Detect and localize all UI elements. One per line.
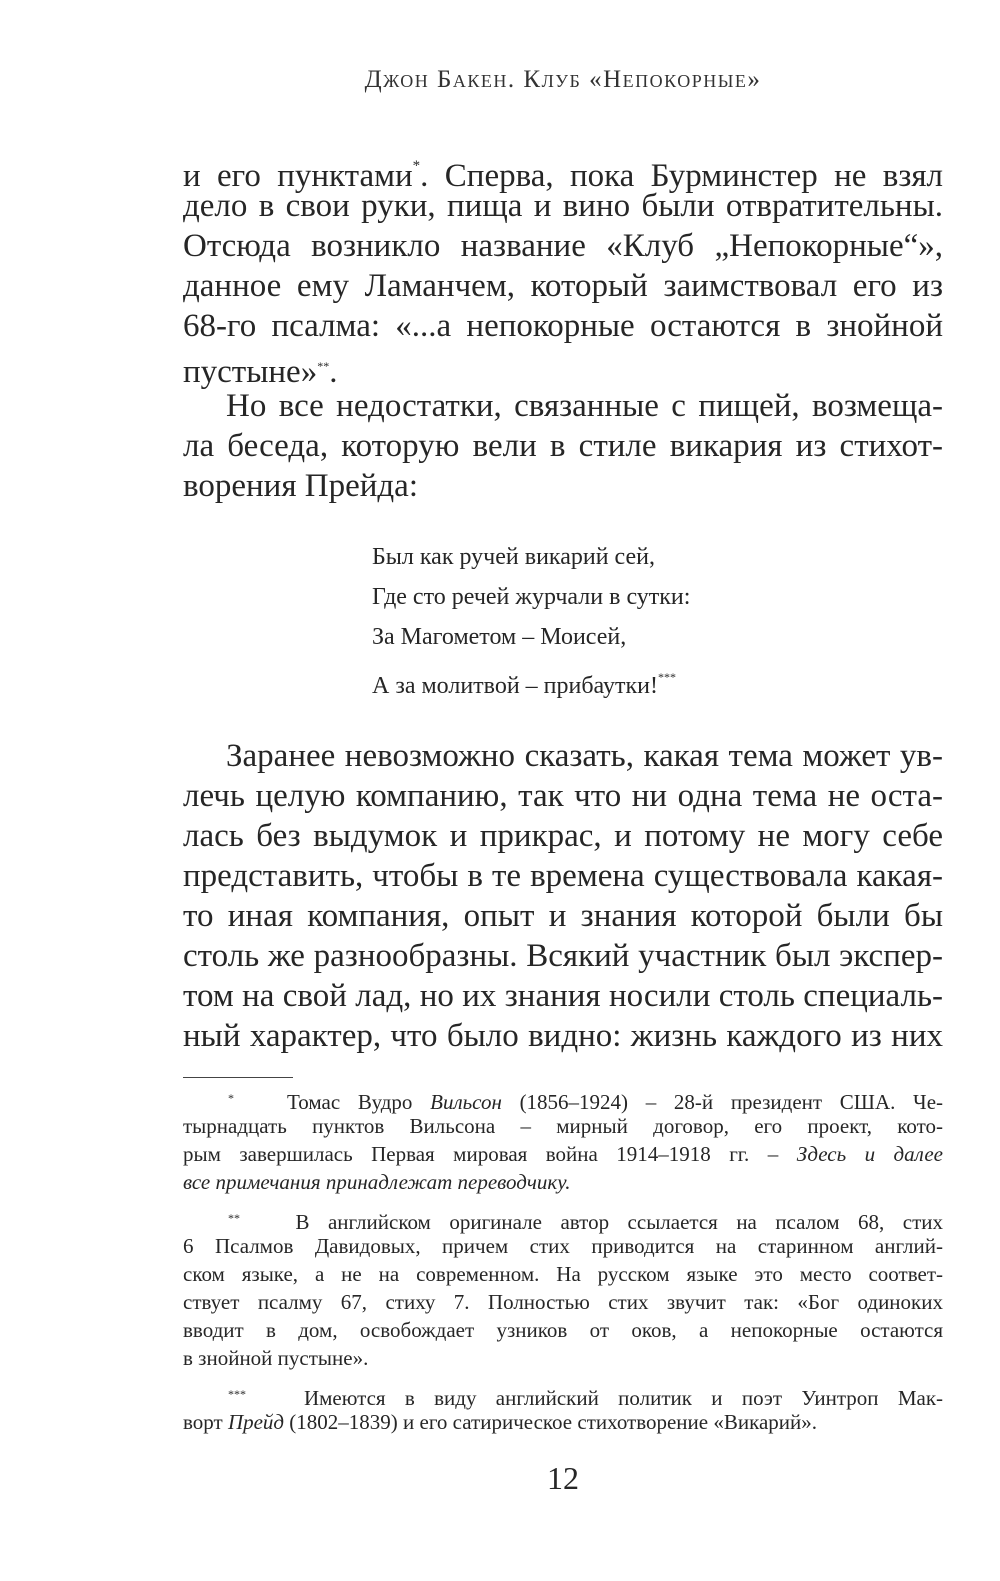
body-line: Но все недостатки, связанные с пищей, возмеща- xyxy=(226,388,943,424)
body-line: данное ему Ламанчем, который заимствовал его из xyxy=(183,268,943,304)
footnote-line: ** В английском оригинале автор ссылается на псалом 68, стих xyxy=(228,1210,943,1234)
footnote-line: ском языке, а не на современном. На русском языке это место соответ- xyxy=(183,1262,943,1286)
footnote-ref: *** xyxy=(657,670,676,684)
body-line: 68-го псалма: «...а непокорные остаются в знойной xyxy=(183,308,943,344)
footnote-mark: *** xyxy=(228,1387,246,1401)
poem-line: Где сто речей журчали в сутки: xyxy=(372,584,691,610)
footnote-mark: ** xyxy=(228,1211,240,1225)
footnote-ref: ** xyxy=(317,359,330,373)
body-line: то иная компания, опыт и знания которой были бы xyxy=(183,898,943,934)
body-line: Заранее невозможно сказать, какая тема может ув- xyxy=(226,738,943,774)
footnote-line: *** Имеются в виду английский политик и поэт Уинтроп Мак- xyxy=(228,1386,944,1410)
body-line: дело в свои руки, пища и вино были отвратительны. xyxy=(183,188,943,224)
body-line: лечь целую компанию, так что ни одна тема не оста- xyxy=(183,778,943,814)
footnote-line: в знойной пустыне». xyxy=(183,1346,369,1370)
footnote-line: рым завершилась Первая мировая война 1914–1918 гг. – Здесь и далее xyxy=(183,1142,944,1166)
body-line: представить, чтобы в те времена существовала какая- xyxy=(183,858,943,894)
poem-line: А за молитвой – прибаутки!*** xyxy=(372,670,676,699)
body-line: и его пунктами*. Сперва, пока Бурминстер не взял xyxy=(183,158,944,194)
body-line: том на свой лад, но их знания носили столь специаль- xyxy=(183,978,943,1014)
footnote-line: ствует псалму 67, стиху 7. Полностью стих звучит так: «Бог одиноких xyxy=(183,1290,943,1314)
body-line: ворения Прейда: xyxy=(183,468,418,504)
poem-line: Был как ручей викарий сей, xyxy=(372,544,655,570)
footnote-line: ворт Прейд (1802–1839) и его сатирическое стихотворение «Викарий». xyxy=(183,1410,818,1434)
page-number: 12 xyxy=(547,1460,579,1496)
poem-line: За Магометом – Моисей, xyxy=(372,624,627,650)
running-head: Джон Бакен. Клуб «Непокорные» xyxy=(364,66,762,93)
body-line: ный характер, что было видно: жизнь каждого из них xyxy=(183,1018,943,1054)
body-line: ла беседа, которую вели в стиле викария из стихот- xyxy=(183,428,943,464)
footnote-line: вводит в дом, освобождает узников от оков, а непокорные остаются xyxy=(183,1318,943,1342)
footnote-line: все примечания принадлежат переводчику. xyxy=(183,1170,571,1194)
body-line: столь же разнообразны. Всякий участник был экспер- xyxy=(183,938,943,974)
footnote-line: 6 Псалмов Давидовых, причем стих приводится на старинном англий- xyxy=(183,1234,943,1258)
footnote-rule xyxy=(183,1077,293,1078)
body-line: Отсюда возникло название «Клуб „Непокорные“», xyxy=(183,228,943,264)
body-line: лась без выдумок и прикрас, и потому не могу себе xyxy=(183,818,943,854)
footnote-mark: * xyxy=(228,1091,234,1105)
footnote-ref: * xyxy=(412,158,421,174)
footnote-line: * Томас Вудро Вильсон (1856–1924) – 28-й президент США. Че- xyxy=(228,1090,944,1114)
footnote-line: тырнадцать пунктов Вильсона – мирный договор, его проект, кото- xyxy=(183,1114,943,1138)
body-line: пустыне»**. xyxy=(183,354,338,390)
